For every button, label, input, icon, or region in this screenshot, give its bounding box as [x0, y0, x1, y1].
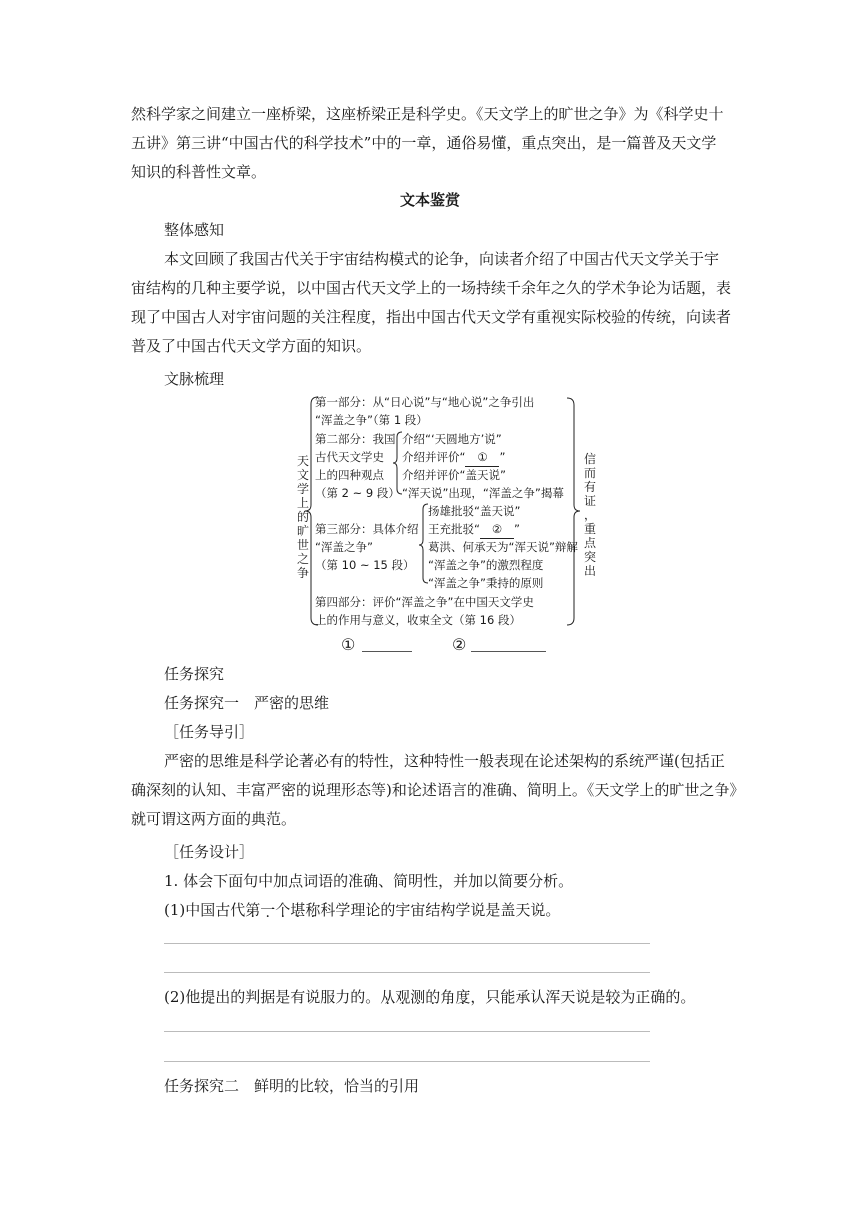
part4-line-1: 第四部分：评价“浑盖之争”在中国天文学史: [315, 595, 534, 609]
part4-line-2: 上的作用与意义，收束全文（第 16 段）: [315, 613, 521, 627]
structure-heading: 文脉梳理: [164, 370, 225, 388]
question-1a: (1)中国古代第 ·一 ·个 ·堪 ·称 ·科学理论的宇宙结构学说是盖天说。: [164, 896, 560, 925]
part3-line-2: “浑盖之争”: [315, 540, 373, 554]
diagram-right-title: 信 而 有 证 ， 重 点 突 出: [583, 452, 596, 578]
task-2-title: 任务探究二 鲜明的比较，恰当的引用: [164, 1077, 420, 1095]
answer-line-1b-2[interactable]: [164, 1061, 650, 1062]
answer-2-line: [471, 650, 546, 652]
overall-line-3: 现了中国古人对宇宙问题的关注程度，指出中国古代天文学有重视实际校验的传统，向读者: [131, 308, 732, 326]
part2-sub-3: 介绍并评价“盖天说”: [402, 468, 506, 482]
answer-1-label: ①: [341, 635, 356, 654]
overall-heading: 整体感知: [164, 221, 225, 239]
part2-sub-1: 介绍“‘天圆地方’说”: [402, 432, 502, 446]
part3-line-1: 第三部分：具体介绍: [315, 522, 419, 536]
part3-sub-3: 葛洪、何承天为“浑天说”辩解: [428, 540, 578, 554]
part3-sub-4: “浑盖之争”的激烈程度: [428, 558, 544, 572]
answer-1-line: [362, 650, 412, 652]
blank-1: ①: [465, 448, 499, 467]
part2-sub-2: 介绍并评价“ ① ”: [402, 448, 505, 467]
part3-sub-1: 扬雄批驳“盖天说”: [428, 504, 521, 518]
design-label: ［任务设计］: [164, 843, 255, 861]
intro-line-1: 然科学家之间建立一座桥梁，这座桥梁正是科学史。《天文学上的旷世之争》为《科学史十: [131, 105, 724, 123]
part3-brace: [419, 504, 428, 583]
blank-2: ②: [480, 520, 514, 539]
question-1: 1. 体会下面句中加点词语的准确、简明性，并加以简要分析。: [164, 872, 574, 890]
overall-line-4: 普及了中国古代天文学方面的知识。: [131, 337, 372, 355]
part2-line-4: （第 2 ~ 9 段）: [315, 486, 400, 500]
question-1b: (2)他提出的判据是有说服力的。从 ·观 ·测 ·的 ·角 ·度 ·，只能承认浑天说是较 ·为正确的。: [164, 983, 695, 1012]
task-1-title: 任务探究一 严密的思维: [164, 694, 330, 712]
intro-line-2: 五讲》第三讲“中国古代的科学技术”中的一章，通俗易懂，重点突出，是一篇普及天文学: [131, 134, 717, 152]
part2-sub-4: “浑天说”出现，“浑盖之争”揭幕: [402, 486, 564, 500]
guide-line-2: 确深刻的认知、丰富严密的说理形态等)和论述语言的准确、简明上。《天文学上的旷世之争》: [131, 781, 745, 799]
tasks-heading: 任务探究: [164, 665, 225, 683]
section-title: 文本鉴赏: [399, 191, 460, 209]
answer-line-1b-1[interactable]: [164, 1031, 650, 1032]
guide-label: ［任务导引］: [164, 723, 255, 741]
part2-line-2: 古代天文学史: [315, 450, 384, 464]
intro-line-3: 知识的科普性文章。: [131, 163, 267, 181]
guide-line-3: 就可谓这两方面的典范。: [131, 810, 297, 828]
part3-sub-5: “浑盖之争”秉持的原则: [428, 576, 544, 590]
overall-line-2: 宙结构的几种主要学说，以中国古代天文学上的一场持续千余年之久的学术争论为话题，表: [131, 279, 732, 297]
answer-line-1a-2[interactable]: [164, 972, 650, 973]
answer-line-1a-1[interactable]: [164, 943, 650, 944]
part1-line-1: 第一部分：从“日心说”与“地心说”之争引出: [315, 395, 535, 409]
guide-line-1: 严密的思维是科学论著必有的特性，这种特性一般表现在论述架构的系统严谨(包括正: [164, 752, 725, 770]
part2-line-3: 上的四种观点: [315, 468, 384, 482]
overall-line-1: 本文回顾了我国古代关于宇宙结构模式的论争，向读者介绍了中国古代天文学关于宇: [164, 250, 720, 268]
diagram-left-title: 天 文 学 上 的 旷 世 之 争: [296, 454, 309, 580]
part2-line-1: 第二部分：我国: [315, 432, 396, 446]
right-outer-brace: [567, 398, 580, 625]
part3-sub-2: 王充批驳“ ② ”: [428, 520, 520, 539]
answer-2-label: ②: [452, 635, 467, 654]
part3-line-3: （第 10 ~ 15 段）: [315, 558, 415, 572]
part1-line-2: “浑盖之争”（第 1 段）: [315, 413, 428, 427]
